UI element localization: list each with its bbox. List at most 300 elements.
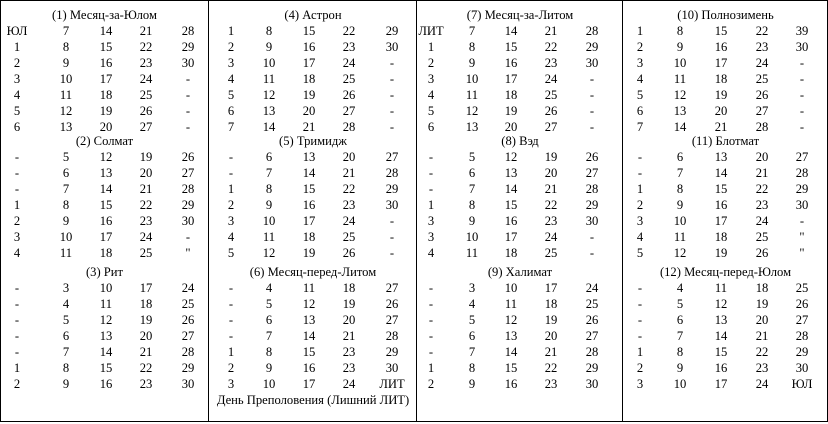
day-cell: 20 [302,104,316,118]
day-cell: 30 [585,214,599,228]
day-cell: - [228,313,234,327]
day-cell: - [428,182,434,196]
day-cell: - [389,56,395,70]
day-cell: 4 [427,246,435,260]
day-cell: 1 [636,345,644,359]
day-cell: 25 [755,72,769,86]
day-cell: - [589,246,595,260]
day-cell: 24 [181,281,195,295]
week-row [417,71,623,87]
day-cell: 26 [585,150,599,164]
day-cell: - [14,297,20,311]
day-cell: 3 [227,377,235,391]
day-cell: 2 [227,198,235,212]
day-cell: - [589,120,595,134]
day-cell: 18 [544,297,558,311]
day-cell: 9 [62,377,70,391]
day-cell: 28 [585,182,599,196]
day-cell: 10 [262,377,276,391]
day-cell: 28 [585,345,599,359]
day-cell: - [389,214,395,228]
day-cell: 6 [227,104,235,118]
day-cell: " [799,246,805,260]
day-cell: 5 [62,150,70,164]
week-row [623,165,828,181]
day-cell: 22 [755,345,769,359]
day-cell: 2 [427,377,435,391]
week-row [417,229,623,245]
day-cell: 26 [755,88,769,102]
week-row [417,197,623,213]
day-cell: 23 [342,40,356,54]
day-cell: 27 [795,313,809,327]
day-cell: 12 [465,104,479,118]
day-cell: 7 [676,329,684,343]
week-row [209,71,417,87]
day-cell: 21 [342,329,356,343]
month-title: (2) Солмат [75,134,134,148]
day-cell: 9 [265,361,273,375]
day-cell: 8 [265,182,273,196]
day-cell: 23 [342,345,356,359]
day-cell: 17 [544,281,558,295]
week-row [1,55,208,71]
day-cell: 24 [544,72,558,86]
week-row [1,181,208,197]
day-cell: 17 [714,56,728,70]
day-cell: 16 [302,198,316,212]
week-row [623,280,828,296]
day-cell: 1 [427,198,435,212]
month-title: (11) Блотмат [691,134,760,148]
day-cell: 26 [795,297,809,311]
day-cell: - [389,120,395,134]
day-cell: 10 [262,214,276,228]
day-cell: - [799,88,805,102]
day-cell: - [389,72,395,86]
day-cell: 1 [427,40,435,54]
day-cell: 13 [714,313,728,327]
day-cell: 4 [13,88,21,102]
day-cell: 13 [504,329,518,343]
day-cell: 5 [62,313,70,327]
day-cell: 7 [468,182,476,196]
day-cell: 18 [714,230,728,244]
day-cell: - [14,166,20,180]
day-cell: 20 [755,313,769,327]
week-row [209,55,417,71]
day-cell: 9 [676,198,684,212]
day-cell: 4 [468,297,476,311]
day-cell: 22 [544,198,558,212]
day-cell: 6 [427,120,435,134]
day-cell: - [185,72,191,86]
day-cell: 6 [62,166,70,180]
day-cell: 1 [227,182,235,196]
day-cell: 14 [302,329,316,343]
day-cell: 26 [139,104,153,118]
day-cell: - [228,166,234,180]
day-cell: 12 [302,297,316,311]
day-cell: 19 [139,150,153,164]
day-cell: 29 [181,361,195,375]
day-cell: - [228,150,234,164]
day-cell: 25 [544,246,558,260]
day-cell: 28 [585,24,599,38]
day-cell: 22 [139,198,153,212]
day-cell: 14 [714,166,728,180]
day-cell: 18 [99,246,113,260]
day-cell: 18 [755,281,769,295]
day-cell: 1 [636,182,644,196]
day-cell: 12 [262,88,276,102]
day-cell: 3 [13,230,21,244]
day-cell: 14 [99,182,113,196]
day-cell: ЛИТ [379,377,405,391]
day-cell: 2 [227,40,235,54]
day-cell: 27 [181,329,195,343]
day-cell: 8 [468,40,476,54]
month-title: (4) Астрон [284,8,342,22]
day-cell: 24 [139,72,153,86]
month-title: (1) Месяц-за-Юлом [52,8,157,22]
day-cell: 12 [673,88,687,102]
day-cell: 18 [714,72,728,86]
day-cell: 10 [465,230,479,244]
day-cell: 3 [636,56,644,70]
week-row [623,87,828,103]
day-cell: 24 [544,230,558,244]
day-cell: - [14,345,20,359]
day-cell: 9 [62,56,70,70]
day-cell: 13 [99,166,113,180]
day-cell: 15 [99,361,113,375]
day-cell: 24 [755,56,769,70]
day-cell: 19 [755,297,769,311]
day-cell: 6 [468,329,476,343]
day-cell: 13 [714,150,728,164]
day-cell: 6 [468,166,476,180]
week-row [417,280,623,296]
day-cell: 23 [342,198,356,212]
day-cell: - [637,313,643,327]
day-cell: 28 [385,166,399,180]
day-cell: 25 [139,88,153,102]
day-cell: - [228,329,234,343]
day-cell: 20 [504,120,518,134]
week-row [417,181,623,197]
day-cell: 15 [714,24,728,38]
day-cell: 19 [544,313,558,327]
day-cell: 6 [265,150,273,164]
day-cell: 16 [714,361,728,375]
day-cell: 22 [544,361,558,375]
month-title: (3) Рит [85,265,124,279]
month-title: (5) Тримидж [279,134,347,148]
day-cell: 12 [99,150,113,164]
day-cell: 18 [99,88,113,102]
day-cell: 15 [302,182,316,196]
day-cell: 25 [585,297,599,311]
day-cell: 15 [302,24,316,38]
week-row [623,296,828,312]
day-cell: 17 [714,377,728,391]
week-row [1,280,208,296]
day-cell: 10 [465,72,479,86]
day-cell: 25 [342,230,356,244]
day-cell: 12 [504,150,518,164]
day-cell: 2 [13,214,21,228]
day-cell: 17 [504,72,518,86]
day-cell: 5 [227,88,235,102]
day-cell: 25 [181,297,195,311]
day-cell: 24 [342,377,356,391]
day-cell: 4 [265,281,273,295]
day-cell: 1 [636,24,644,38]
day-cell: 29 [181,198,195,212]
day-cell: 7 [636,120,644,134]
day-cell: 17 [714,214,728,228]
day-cell: 18 [302,230,316,244]
day-cell: 17 [504,230,518,244]
day-cell: 14 [673,120,687,134]
day-cell: 19 [714,246,728,260]
week-row [209,165,417,181]
week-row [1,328,208,344]
week-row [623,344,828,360]
week-row [209,229,417,245]
day-cell: 27 [585,166,599,180]
week-row [417,245,623,261]
day-cell: 22 [544,40,558,54]
day-cell: 20 [755,150,769,164]
day-cell: 27 [755,104,769,118]
day-cell: 28 [181,24,195,38]
day-cell: 3 [427,230,435,244]
day-cell: 20 [99,120,113,134]
week-row [417,328,623,344]
day-cell: 2 [636,40,644,54]
day-cell: 22 [139,40,153,54]
day-cell: 7 [265,166,273,180]
day-cell: 11 [504,297,518,311]
day-cell: 17 [99,230,113,244]
day-cell: 9 [265,40,273,54]
week-row [417,296,623,312]
day-cell: 12 [714,297,728,311]
day-cell: 6 [676,313,684,327]
day-cell: 22 [755,182,769,196]
day-cell: 13 [59,120,73,134]
day-cell: - [637,150,643,164]
day-cell: - [389,88,395,102]
day-cell: 30 [385,361,399,375]
day-cell: - [185,104,191,118]
week-row [1,71,208,87]
day-cell: 16 [504,377,518,391]
day-cell: 24 [755,214,769,228]
day-cell: 20 [544,166,558,180]
day-cell: 1 [427,361,435,375]
day-cell: 7 [62,182,70,196]
day-cell: 16 [714,198,728,212]
week-row [1,197,208,213]
week-row [1,312,208,328]
day-cell: 28 [385,329,399,343]
day-cell: 22 [342,24,356,38]
day-cell: 2 [13,377,21,391]
day-cell: - [428,281,434,295]
day-cell: 2 [636,198,644,212]
day-cell: 1 [13,40,21,54]
day-cell: 11 [59,246,73,260]
day-cell: 12 [673,246,687,260]
week-row [209,103,417,119]
week-row [417,213,623,229]
day-cell: 7 [62,345,70,359]
day-cell: 26 [585,313,599,327]
day-cell: 19 [139,313,153,327]
day-cell: 21 [714,120,728,134]
day-cell: 27 [139,120,153,134]
week-row [1,245,208,261]
week-row [1,23,208,39]
day-cell: 25 [342,72,356,86]
day-cell: 20 [342,150,356,164]
day-cell: 10 [673,214,687,228]
day-cell: - [428,313,434,327]
day-cell: 4 [13,246,21,260]
week-row [623,103,828,119]
week-row [209,245,417,261]
day-cell: 18 [139,297,153,311]
day-cell: 13 [302,150,316,164]
day-cell: 11 [465,88,479,102]
midyear-day-note: День Преполовения (Лишний ЛИТ) [216,393,410,407]
day-cell: 8 [62,40,70,54]
day-cell: 16 [302,40,316,54]
day-cell: 13 [302,313,316,327]
day-cell: 30 [795,361,809,375]
day-cell: 3 [468,281,476,295]
day-cell: 10 [504,281,518,295]
day-cell: 7 [227,120,235,134]
day-cell: 4 [227,230,235,244]
day-cell: 9 [468,56,476,70]
month-title: (6) Месяц-перед-Литом [249,265,377,279]
day-cell: 8 [62,198,70,212]
day-cell: - [185,88,191,102]
day-cell: 13 [99,329,113,343]
day-cell: - [228,281,234,295]
day-cell: 18 [342,281,356,295]
day-cell: 29 [585,40,599,54]
day-cell: 24 [342,214,356,228]
day-cell: 5 [468,150,476,164]
day-cell: 30 [585,56,599,70]
day-cell: 14 [504,24,518,38]
week-row [1,296,208,312]
day-cell: 12 [99,313,113,327]
day-cell: 25 [795,281,809,295]
day-cell: 6 [676,150,684,164]
day-cell: 17 [139,281,153,295]
day-cell: 7 [468,24,476,38]
day-cell: 15 [504,198,518,212]
day-cell: 16 [99,377,113,391]
day-cell: 22 [755,24,769,38]
day-cell: 5 [427,104,435,118]
day-cell: 25 [544,88,558,102]
week-row [417,165,623,181]
day-cell: 28 [181,345,195,359]
day-cell: 9 [62,214,70,228]
week-row [209,280,417,296]
day-cell: - [14,150,20,164]
day-cell: - [799,104,805,118]
day-cell: 8 [265,345,273,359]
day-cell: 17 [302,377,316,391]
day-cell: 19 [302,88,316,102]
day-cell: - [799,72,805,86]
day-cell: - [14,313,20,327]
day-cell: ЮЛ [6,24,28,38]
day-cell: 27 [795,150,809,164]
day-cell: 18 [504,88,518,102]
month-title: (8) Вэд [501,134,539,148]
week-row [417,149,623,165]
week-row [1,149,208,165]
day-cell: 29 [385,24,399,38]
day-cell: 30 [181,56,195,70]
week-row [209,376,417,392]
day-cell: " [799,230,805,244]
day-cell: 24 [139,230,153,244]
week-row [209,344,417,360]
day-cell: - [428,297,434,311]
day-cell: 2 [227,361,235,375]
day-cell: 27 [585,329,599,343]
day-cell: - [799,120,805,134]
day-cell: 30 [795,198,809,212]
day-cell: 16 [99,56,113,70]
day-cell: - [14,281,20,295]
day-cell: 15 [714,345,728,359]
day-cell: 30 [585,377,599,391]
day-cell: 21 [544,345,558,359]
day-cell: 23 [544,214,558,228]
day-cell: - [185,230,191,244]
day-cell: 21 [139,345,153,359]
day-cell: 10 [673,56,687,70]
week-row [623,376,828,392]
day-cell: 16 [99,214,113,228]
day-cell: 11 [99,297,113,311]
day-cell: 20 [544,329,558,343]
day-cell: - [637,297,643,311]
month-title: (12) Месяц-перед-Юлом [659,265,792,279]
day-cell: 3 [427,214,435,228]
day-cell: 5 [676,297,684,311]
day-cell: - [637,166,643,180]
week-row [623,197,828,213]
day-cell: 23 [139,56,153,70]
day-cell: 6 [636,104,644,118]
day-cell: 17 [302,56,316,70]
day-cell: 25 [755,230,769,244]
week-row [1,360,208,376]
week-row [209,312,417,328]
